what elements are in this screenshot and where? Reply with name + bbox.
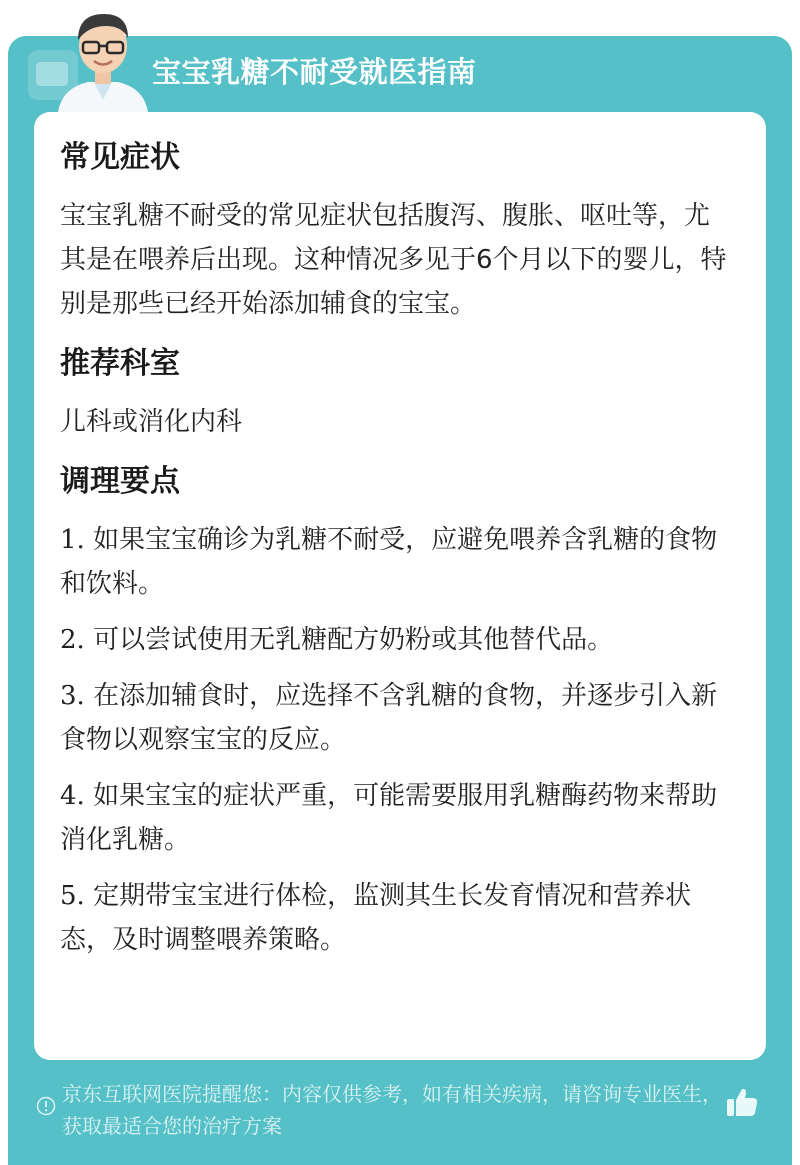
thumbs-up-icon[interactable]	[724, 1084, 760, 1120]
list-item: 1. 如果宝宝确诊为乳糖不耐受，应避免喂养含乳糖的食物和饮料。	[60, 525, 718, 599]
care-list	[60, 518, 730, 962]
symptoms-text: 宝宝乳糖不耐受的常见症状包括腹泻、腹胀、呕吐等，尤其是在喂养后出现。这种情况多见于6个月以下的婴儿，特别是那些已经开始添加辅食的宝宝。	[60, 201, 727, 319]
doctor-avatar	[48, 4, 158, 112]
info-icon	[36, 1096, 56, 1116]
content-card	[34, 112, 766, 1060]
list-item: 4. 如果宝宝的症状严重，可能需要服用乳糖酶药物来帮助消化乳糖。	[60, 781, 718, 855]
list-item: 2. 可以尝试使用无乳糖配方奶粉或其他替代品。	[60, 625, 614, 655]
section-heading-symptoms: 常见症状	[60, 140, 180, 175]
footer-disclaimer: 京东互联网医院提醒您：内容仅供参考，如有相关疾病，请咨询专业医生，获取最适合您的治疗方案	[62, 1082, 722, 1138]
content-body	[60, 134, 730, 962]
list-item: 3. 在添加辅食时，应选择不含乳糖的食物，并逐步引入新食物以观察宝宝的反应。	[60, 681, 718, 755]
list-item: 5. 定期带宝宝进行体检，监测其生长发育情况和营养状态，及时调整喂养策略。	[60, 881, 692, 955]
department-text: 儿科或消化内科	[60, 407, 243, 437]
section-heading-care: 调理要点	[60, 464, 180, 499]
page-title: 宝宝乳糖不耐受就医指南	[152, 55, 477, 89]
section-heading-department: 推荐科室	[60, 346, 180, 381]
